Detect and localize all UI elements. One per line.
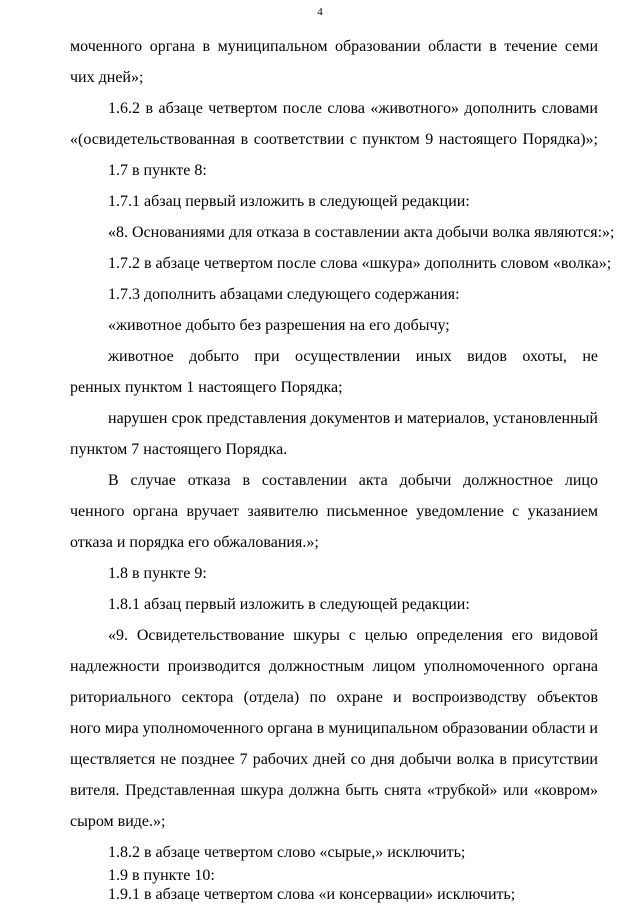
text-line: пунктом 7 настоящего Порядка.	[70, 441, 288, 458]
text-line: 1.8.2 в абзаце четвертом слово «сырые,» исключить;	[108, 844, 466, 861]
text-line: ного мира уполномоченного органа в муниципальном образовании области и	[70, 720, 598, 737]
text-line: ществляется не позднее 7 рабочих дней со дня добычи волка в присутствии	[70, 751, 598, 768]
text-line: 1.8 в пункте 9:	[108, 565, 207, 582]
text-line: 1.7.1 абзац первый изложить в следующей редакции:	[108, 193, 470, 210]
text-line: риториального сектора (отдела) по охране и воспроизводству объектов	[70, 689, 598, 706]
text-line: 1.8.1 абзац первый изложить в следующей редакции:	[108, 596, 470, 613]
text-line: животное добыто при осуществлении иных видов охоты, не	[108, 348, 598, 365]
text-line: 1.9 в пункте 10:	[108, 867, 215, 884]
text-line: 1.7.2 в абзаце четвертом после слова «шкура» дополнить словом «волка»;	[108, 255, 612, 272]
text-line: В случае отказа в составлении акта добычи должностное лицо	[108, 472, 598, 489]
text-line: отказа и порядка его обжалования.»;	[70, 534, 319, 551]
text-line: нарушен срок представления документов и материалов, установленный	[108, 410, 598, 427]
text-line: вителя. Представленная шкура должна быть снята «трубкой» или «ковром»	[70, 782, 598, 799]
text-line: «8. Основаниями для отказа в составлении акта добычи волка являются:»;	[108, 224, 615, 241]
text-line: сыром виде.»;	[70, 813, 166, 830]
text-line: 1.6.2 в абзаце четвертом после слова «животного» дополнить словами	[108, 100, 598, 117]
text-line: моченного органа в муниципальном образовании области в течение семи	[70, 38, 598, 55]
text-line: «(освидетельствованная в соответствии с пунктом 9 настоящего Порядка)»;	[70, 131, 598, 148]
text-line: 1.9.1 в абзаце четвертом слова «и консервации» исключить;	[108, 886, 516, 903]
text-line: ренных пунктом 1 настоящего Порядка;	[70, 379, 343, 396]
text-line: 1.7 в пункте 8:	[108, 162, 207, 179]
text-line: ченного органа вручает заявителю письменное уведомление с указанием	[70, 503, 598, 520]
text-line: 1.7.3 дополнить абзацами следующего содержания:	[108, 286, 460, 303]
text-line: надлежности производится должностным лицом уполномоченного органа	[70, 658, 598, 675]
text-line: «животное добыто без разрешения на его добычу;	[108, 317, 450, 334]
text-line: чих дней»;	[70, 69, 144, 86]
page-number: 4	[317, 6, 323, 18]
text-line: «9. Освидетельствование шкуры с целью определения его видовой	[108, 627, 598, 644]
